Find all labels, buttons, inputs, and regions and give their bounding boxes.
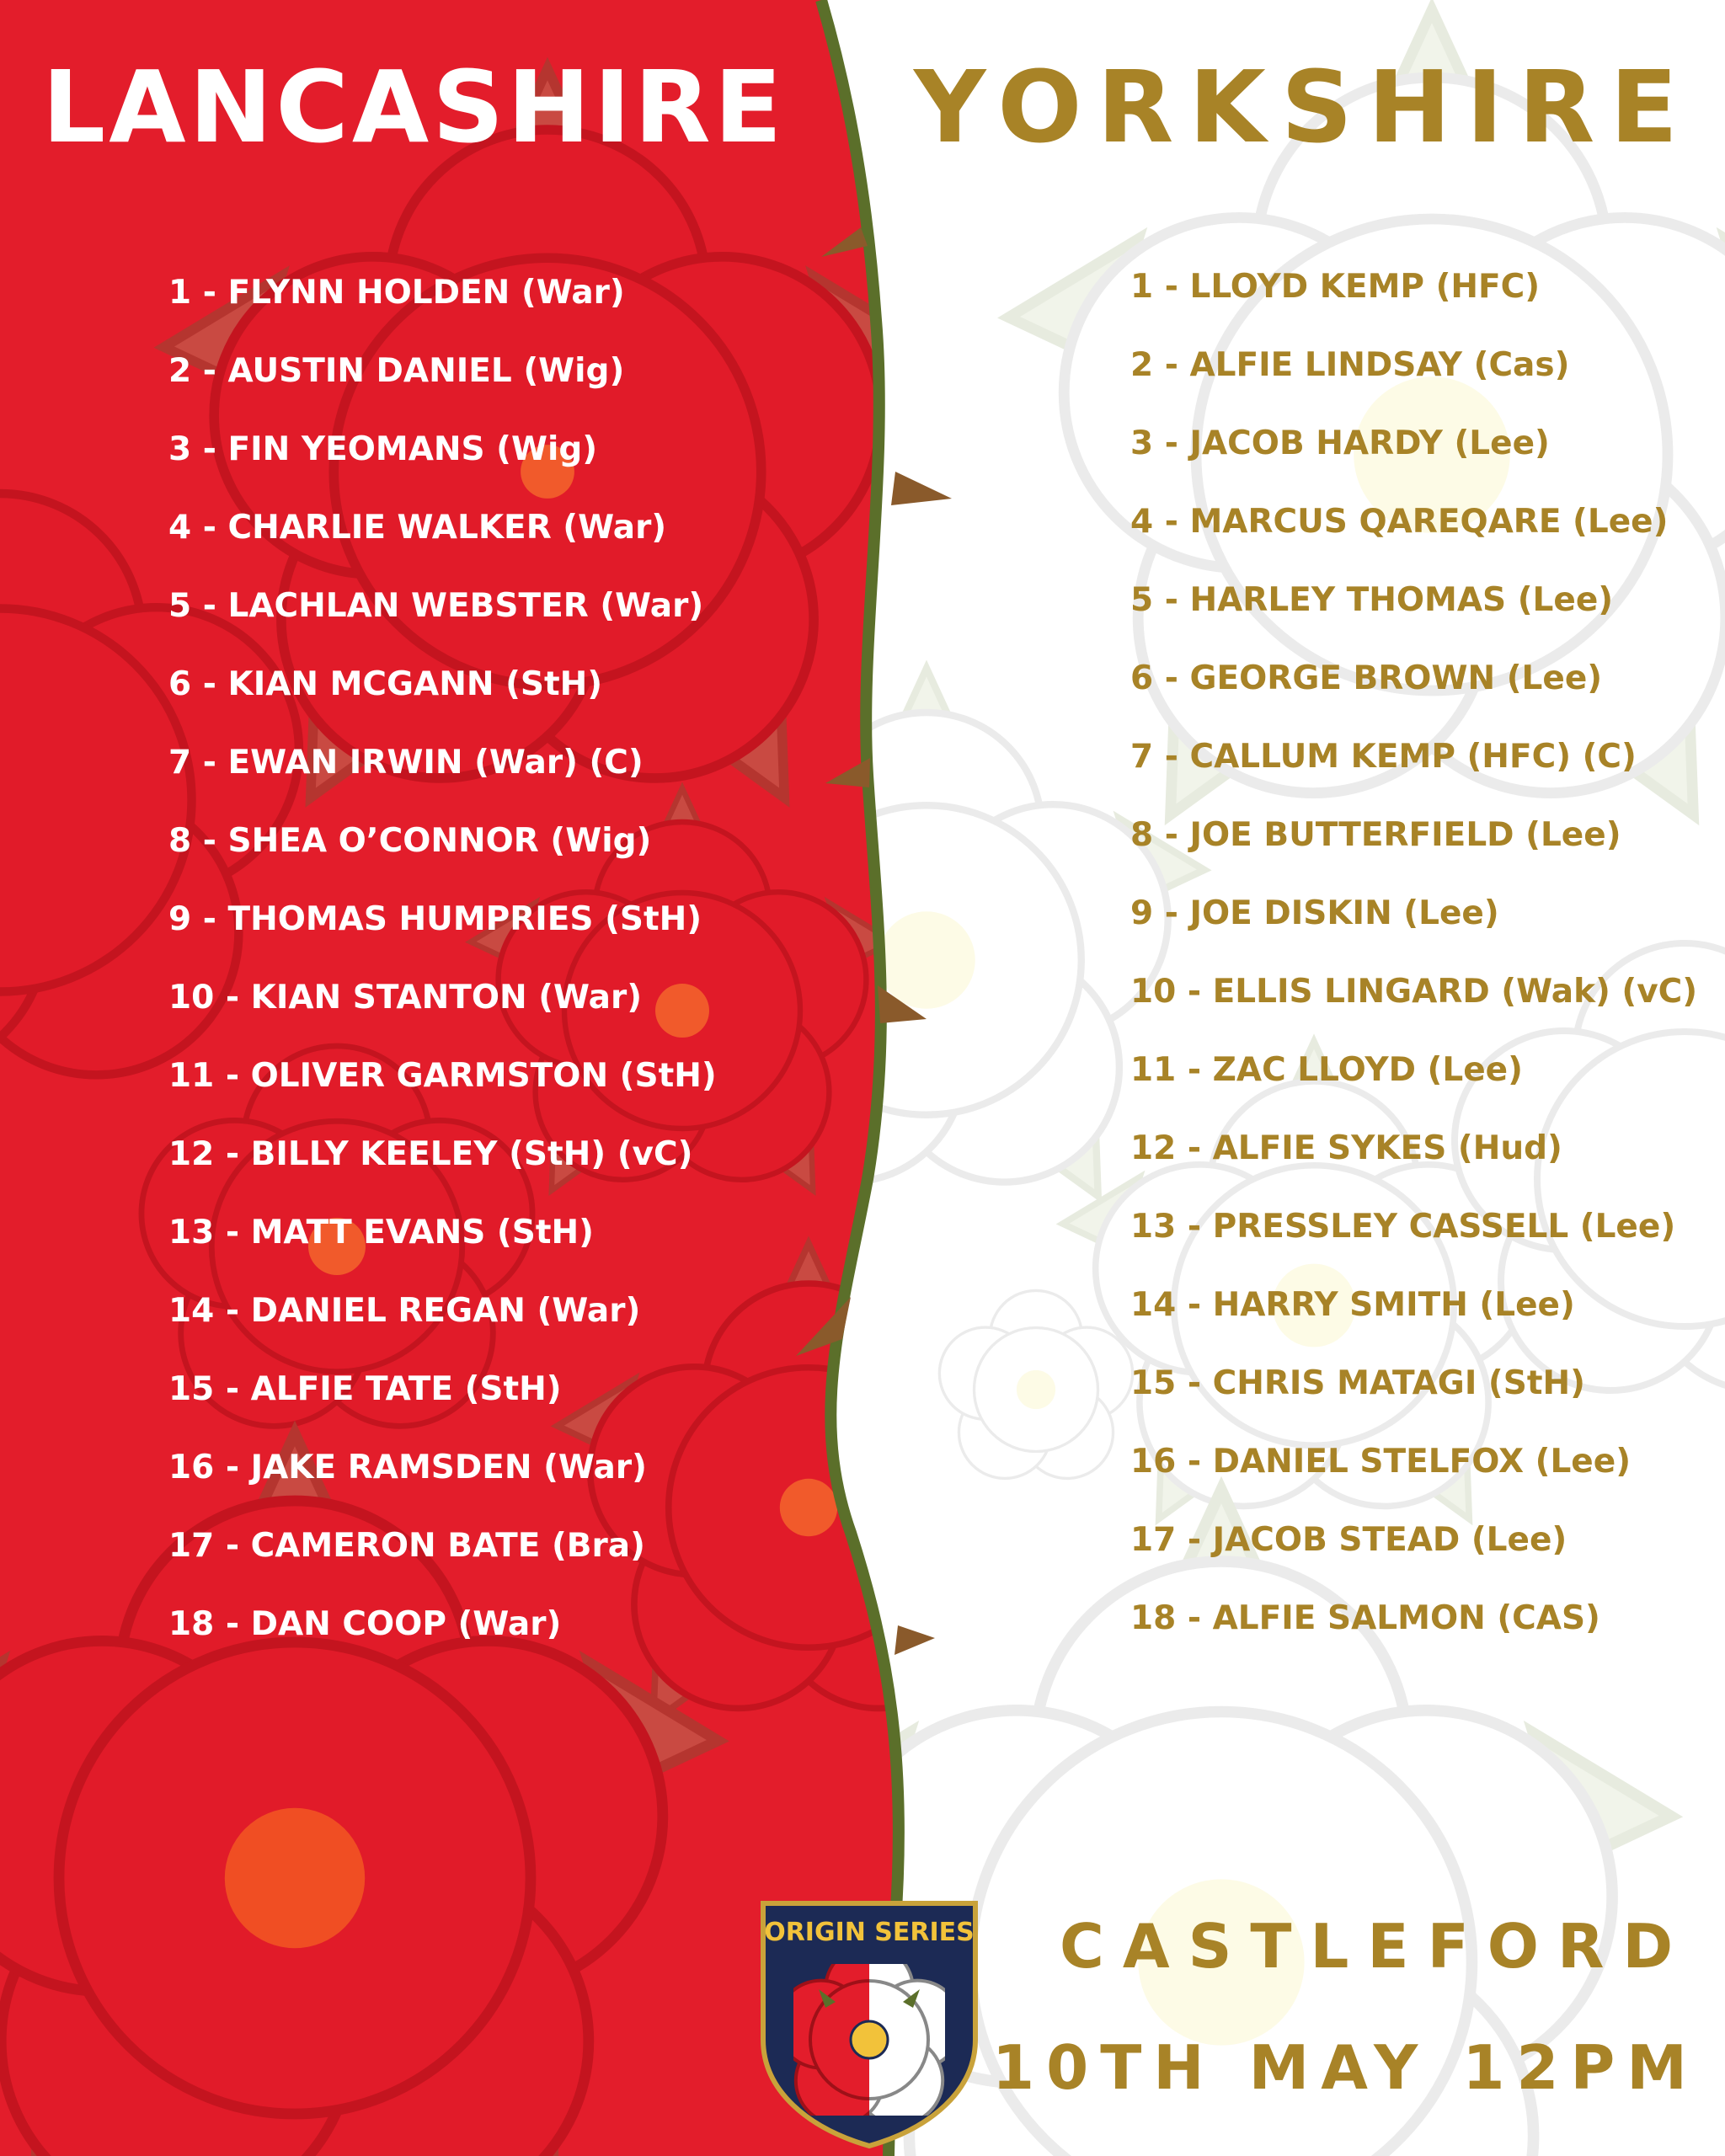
yorkshire-player-6: 6 - GEORGE BROWN (Lee) — [1130, 659, 1603, 697]
lancashire-player-15: 15 - ALFIE TATE (StH) — [168, 1370, 562, 1408]
lancashire-title: LANCASHIRE — [42, 49, 786, 165]
lancashire-player-12: 12 - BILLY KEELEY (StH) (vC) — [168, 1135, 693, 1173]
yorkshire-player-18: 18 - ALFIE SALMON (CAS) — [1130, 1599, 1600, 1637]
yorkshire-player-4: 4 - MARCUS QAREQARE (Lee) — [1130, 503, 1669, 541]
yorkshire-player-2: 2 - ALFIE LINDSAY (Cas) — [1130, 346, 1570, 384]
lancashire-player-10: 10 - KIAN STANTON (War) — [168, 979, 643, 1017]
yorkshire-player-15: 15 - CHRIS MATAGI (StH) — [1130, 1364, 1585, 1402]
yorkshire-player-7: 7 - CALLUM KEMP (HFC) (C) — [1130, 738, 1637, 776]
match-datetime: 10TH MAY 12PM — [992, 2032, 1699, 2103]
lancashire-player-18: 18 - DAN COOP (War) — [168, 1605, 562, 1643]
yorkshire-player-9: 9 - JOE DISKIN (Lee) — [1130, 894, 1499, 932]
lancashire-player-4: 4 - CHARLIE WALKER (War) — [168, 509, 667, 547]
lancashire-player-3: 3 - FIN YEOMANS (Wig) — [168, 430, 598, 468]
lancashire-player-11: 11 - OLIVER GARMSTON (StH) — [168, 1057, 717, 1095]
yorkshire-player-16: 16 - DANIEL STELFOX (Lee) — [1130, 1443, 1632, 1481]
origin-series-badge-icon — [758, 1897, 980, 2149]
lancashire-player-5: 5 - LACHLAN WEBSTER (War) — [168, 587, 704, 625]
lancashire-player-8: 8 - SHEA O’CONNOR (Wig) — [168, 822, 652, 860]
yorkshire-title: YORKSHIRE — [914, 49, 1693, 165]
venue-label: CASTLEFORD — [1060, 1911, 1692, 1982]
lancashire-player-7: 7 - EWAN IRWIN (War) (C) — [168, 744, 644, 782]
yorkshire-player-5: 5 - HARLEY THOMAS (Lee) — [1130, 581, 1614, 619]
badge-label: ORIGIN SERIES — [764, 1918, 975, 1947]
lancashire-player-6: 6 - KIAN MCGANN (StH) — [168, 665, 603, 703]
lancashire-player-14: 14 - DANIEL REGAN (War) — [168, 1292, 641, 1330]
lancashire-player-2: 2 - AUSTIN DANIEL (Wig) — [168, 352, 625, 390]
lancashire-player-17: 17 - CAMERON BATE (Bra) — [168, 1527, 645, 1565]
yorkshire-player-3: 3 - JACOB HARDY (Lee) — [1130, 424, 1550, 462]
lancashire-player-13: 13 - MATT EVANS (StH) — [168, 1214, 594, 1251]
yorkshire-player-1: 1 - LLOYD KEMP (HFC) — [1130, 268, 1541, 306]
yorkshire-player-14: 14 - HARRY SMITH (Lee) — [1130, 1286, 1575, 1324]
yorkshire-player-11: 11 - ZAC LLOYD (Lee) — [1130, 1051, 1523, 1089]
yorkshire-player-10: 10 - ELLIS LINGARD (Wak) (vC) — [1130, 973, 1698, 1011]
yorkshire-player-8: 8 - JOE BUTTERFIELD (Lee) — [1130, 816, 1621, 854]
yorkshire-player-13: 13 - PRESSLEY CASSELL (Lee) — [1130, 1208, 1676, 1246]
lancashire-player-16: 16 - JAKE RAMSDEN (War) — [168, 1449, 647, 1486]
yorkshire-player-17: 17 - JACOB STEAD (Lee) — [1130, 1521, 1567, 1559]
yorkshire-player-12: 12 - ALFIE SYKES (Hud) — [1130, 1129, 1562, 1167]
lancashire-player-9: 9 - THOMAS HUMPRIES (StH) — [168, 900, 702, 938]
lancashire-player-1: 1 - FLYNN HOLDEN (War) — [168, 274, 625, 312]
